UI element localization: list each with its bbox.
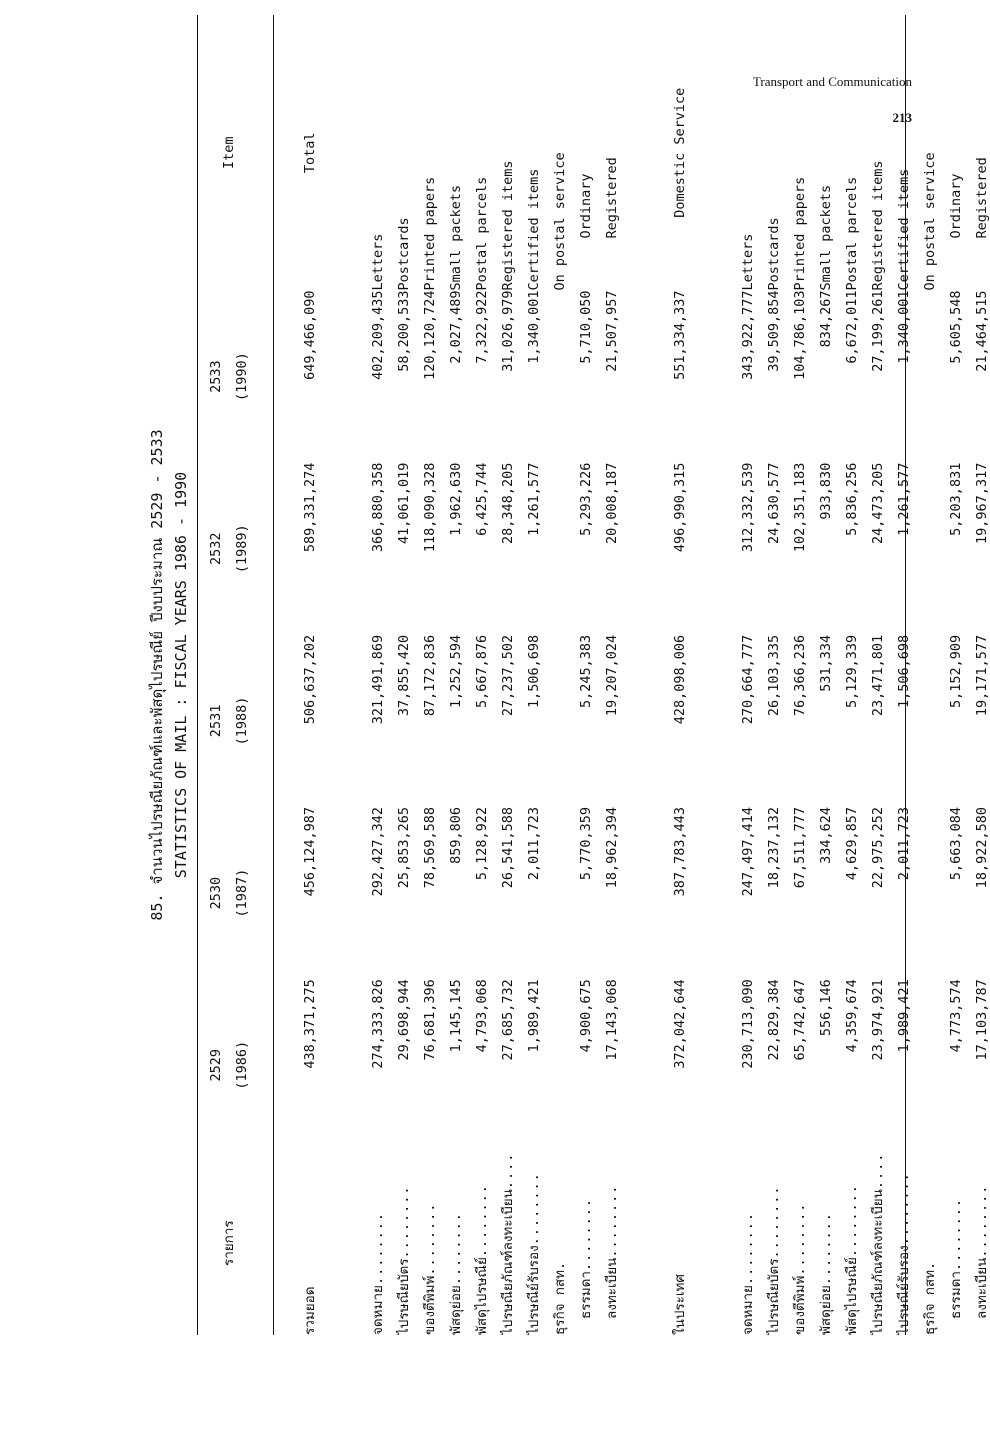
rotated-table-page (145, 15, 990, 1335)
table-cell: 438,371,275 (302, 979, 318, 1069)
item-english-header: Item (221, 136, 237, 170)
table-cell: 247,497,414 (740, 807, 756, 897)
item-thai-header: รายการ (221, 1220, 237, 1267)
table-cell: 18,962,394 (604, 807, 620, 889)
table-row (469, 15, 495, 1335)
table-cell: 387,783,443 (672, 807, 688, 897)
table-cell: 25,853,265 (396, 807, 412, 889)
table-cell: 23,471,801 (870, 634, 886, 717)
table-cell: 41,061,019 (396, 462, 412, 544)
table-cell: 17,103,787 (974, 979, 990, 1061)
table-cell: 4,359,674 (844, 979, 860, 1053)
table-row (417, 15, 443, 1335)
table-row (443, 15, 469, 1335)
row-label-thai: พัสดุไปรษณีย์ ........ (469, 1151, 495, 1335)
table-cell: 120,120,724 (422, 290, 438, 380)
row-label-thai: ของตีพิมพ์ ........ (417, 1151, 443, 1335)
table-cell: 104,786,103 (792, 290, 808, 380)
table-row (365, 15, 391, 1335)
table-cell: 2,011,723 (896, 807, 912, 881)
table-cell: 58,200,533 (396, 290, 412, 372)
table-row (943, 15, 969, 1335)
row-label-english: Registered (604, 157, 620, 239)
year-header: 2529 (1986) (208, 1040, 250, 1090)
year-header: 2531 (1988) (208, 696, 250, 746)
table-cell: 1,340,001 (896, 290, 912, 364)
table-cell: 5,605,548 (948, 290, 964, 364)
table-cell: 366,880,358 (370, 462, 386, 553)
table-cell: 270,664,777 (740, 634, 756, 725)
table-cell: 1,145,145 (448, 979, 464, 1053)
table-cell: 18,922,580 (974, 807, 990, 889)
table-row (813, 15, 839, 1335)
table-row (891, 15, 917, 1335)
table-cell: 65,742,647 (792, 979, 808, 1061)
row-label-thai: ธรรมดา ........ (943, 1151, 969, 1335)
row-label-english: Total (302, 132, 318, 174)
row-label-thai: รวมยอด (302, 1286, 318, 1335)
row-label-english: Registered (974, 157, 990, 239)
table-cell: 87,172,836 (422, 634, 438, 717)
row-label-thai: ในประเทศ (672, 1274, 688, 1335)
table-cell: 859,806 (448, 807, 464, 864)
table-row (969, 15, 990, 1335)
table-cell: 5,836,256 (844, 462, 860, 536)
table-cell: 19,207,024 (604, 634, 620, 717)
row-label-thai: จดหมาย ........ (365, 1151, 391, 1335)
table-cell: 27,237,502 (500, 634, 516, 717)
row-label-thai: ธุรกิจ กสท. (552, 1261, 568, 1335)
table-title (145, 15, 193, 1335)
table-cell: 5,128,922 (474, 807, 490, 881)
table-cell: 19,967,317 (974, 462, 990, 544)
table-cell: 1,261,577 (526, 462, 542, 536)
table-row (735, 15, 761, 1335)
row-label-english: Letters (740, 233, 756, 291)
table-cell: 5,663,084 (948, 807, 964, 881)
row-label-thai: ของตีพิมพ์ ........ (787, 1151, 813, 1335)
total-row (287, 15, 333, 1335)
table-cell: 496,990,315 (672, 462, 688, 553)
table-cell: 26,541,588 (500, 807, 516, 889)
table-row (573, 15, 599, 1335)
table-cell: 21,464,515 (974, 290, 990, 372)
table-cell: 67,511,777 (792, 807, 808, 889)
table-cell: 933,830 (818, 462, 834, 520)
table-cell: 24,473,205 (870, 462, 886, 544)
table-title-english: STATISTICS OF MAIL : FISCAL YEARS 1986 - 1990 (172, 471, 190, 879)
table-cell: 456,124,987 (302, 807, 318, 897)
row-label-english: Postal parcels (474, 176, 490, 291)
table-cell: 1,989,421 (896, 979, 912, 1053)
row-label-english: Small packets (818, 184, 834, 291)
table-cell: 22,829,384 (766, 979, 782, 1061)
table-cell: 556,146 (818, 979, 834, 1037)
row-label-thai: ลงทะเบียน ........ (969, 1151, 990, 1335)
table-row (761, 15, 787, 1335)
table-cell: 5,203,831 (948, 462, 964, 536)
table-cell: 76,366,236 (792, 634, 808, 717)
row-label-thai: ไปรษณียบัตร ........ (761, 1151, 787, 1335)
table-title-thai: 85. จำนวนไปรษณียภัณฑ์และพัสดุไปรษณีย์ ปีงบประมาณ 2529 - 2533 (148, 429, 166, 921)
table-row (599, 15, 625, 1335)
table-cell: 428,098,006 (672, 634, 688, 725)
table-cell: 29,698,944 (396, 979, 412, 1061)
row-label-thai: ลงทะเบียน ........ (599, 1151, 625, 1335)
row-label-english: Small packets (448, 184, 464, 291)
table-cell: 5,770,359 (578, 807, 594, 881)
table-cell: 27,199,261 (870, 290, 886, 372)
table-cell: 20,008,187 (604, 462, 620, 544)
top-rule (197, 15, 198, 1335)
table-cell: 4,773,574 (948, 979, 964, 1053)
table-cell: 589,331,274 (302, 462, 318, 553)
table-cell: 292,427,342 (370, 807, 386, 897)
table-row (917, 15, 943, 1335)
table-cell: 4,793,068 (474, 979, 490, 1053)
table-cell: 372,042,644 (672, 979, 688, 1069)
row-label-english: Registered items (500, 160, 516, 291)
running-header: Transport and Communication (752, 74, 912, 89)
row-label-english: Postcards (766, 217, 782, 291)
table-cell: 5,667,876 (474, 634, 490, 708)
table-cell: 22,975,252 (870, 807, 886, 889)
table-cell: 39,509,854 (766, 290, 782, 372)
row-label-thai: ไปรษณียภัณฑ์ลงทะเบียน ........ (495, 1151, 521, 1335)
table-cell: 321,491,869 (370, 634, 386, 725)
table-cell: 2,027,489 (448, 290, 464, 364)
table-cell: 649,466,090 (302, 290, 318, 380)
domestic-row (657, 15, 703, 1335)
table-cell: 102,351,183 (792, 462, 808, 553)
table-cell: 21,507,957 (604, 290, 620, 372)
row-label-thai: พัสดุย่อย ........ (813, 1151, 839, 1335)
table-cell: 19,171,577 (974, 634, 990, 717)
table-cell: 1,989,421 (526, 979, 542, 1053)
row-label-english: Postcards (396, 217, 412, 291)
table-cell: 118,090,328 (422, 462, 438, 553)
table-cell: 27,685,732 (500, 979, 516, 1061)
row-label-english: Domestic Service (672, 87, 688, 218)
table-cell: 506,637,202 (302, 634, 318, 725)
row-label-thai: ไปรษณีย์รับรอง ........ (521, 1151, 547, 1335)
table-cell: 1,962,630 (448, 462, 464, 536)
table-cell: 2,011,723 (526, 807, 542, 881)
table-cell: 31,026,979 (500, 290, 516, 372)
table-row (521, 15, 547, 1335)
table-cell: 76,681,396 (422, 979, 438, 1061)
year-header: 2533 (1990) (208, 352, 250, 401)
table-cell: 334,624 (818, 807, 834, 864)
table-cell: 5,710,050 (578, 290, 594, 364)
row-label-english: On postal service (922, 152, 938, 291)
table-cell: 5,129,339 (844, 634, 860, 708)
table-cell: 18,237,132 (766, 807, 782, 889)
table-cell: 24,630,577 (766, 462, 782, 544)
table-row (787, 15, 813, 1335)
table-cell: 7,322,922 (474, 290, 490, 364)
row-label-thai: พัสดุย่อย ........ (443, 1151, 469, 1335)
row-label-thai: ไปรษณียบัตร ........ (391, 1151, 417, 1335)
year-header: 2530 (1987) (208, 868, 250, 918)
table-cell: 6,425,744 (474, 462, 490, 536)
mail-statistics-table (203, 15, 990, 1335)
table-cell: 1,261,577 (896, 462, 912, 536)
table-cell: 834,267 (818, 290, 834, 348)
table-row (495, 15, 521, 1335)
table-cell: 28,348,205 (500, 462, 516, 544)
table-cell: 1,340,001 (526, 290, 542, 364)
row-label-english: Postal parcels (844, 176, 860, 291)
table-cell: 4,900,675 (578, 979, 594, 1053)
table-cell: 312,332,539 (740, 462, 756, 553)
table-cell: 1,506,698 (896, 634, 912, 708)
table-cell: 274,333,826 (370, 979, 386, 1069)
table-cell: 230,713,090 (740, 979, 756, 1069)
row-label-thai: ธุรกิจ กสท. (922, 1261, 938, 1335)
row-label-thai: ไปรษณียภัณฑ์ลงทะเบียน ........ (865, 1151, 891, 1335)
row-label-thai: จดหมาย ........ (735, 1151, 761, 1335)
table-cell: 5,293,226 (578, 462, 594, 536)
table-cell: 1,252,594 (448, 634, 464, 708)
table-cell: 6,672,011 (844, 290, 860, 364)
table-cell: 5,245,383 (578, 634, 594, 708)
table-cell: 402,209,435 (370, 290, 386, 380)
row-label-english: Ordinary (578, 173, 594, 239)
row-label-english: Certified items (896, 168, 912, 291)
table-header-row (203, 15, 255, 1335)
table-cell: 37,855,420 (396, 634, 412, 717)
row-label-english: On postal service (552, 152, 568, 291)
table-cell: 4,629,857 (844, 807, 860, 881)
year-header: 2532 (1989) (208, 524, 250, 574)
table-row (865, 15, 891, 1335)
table-cell: 1,506,698 (526, 634, 542, 708)
row-label-english: Ordinary (948, 173, 964, 239)
table-row (547, 15, 573, 1335)
table-row (391, 15, 417, 1335)
row-label-english: Certified items (526, 168, 542, 291)
row-label-thai: ไปรษณีย์รับรอง ........ (891, 1151, 917, 1335)
table-cell: 551,334,337 (672, 290, 688, 380)
row-label-thai: พัสดุไปรษณีย์ ........ (839, 1151, 865, 1335)
table-cell: 17,143,068 (604, 979, 620, 1061)
row-label-english: Printed papers (422, 176, 438, 291)
row-label-english: Registered items (870, 160, 886, 291)
row-label-english: Printed papers (792, 176, 808, 291)
page-number: 213 (892, 110, 912, 125)
table-cell: 531,334 (818, 634, 834, 692)
table-cell: 23,974,921 (870, 979, 886, 1061)
row-label-english: Letters (370, 233, 386, 291)
table-cell: 78,569,588 (422, 807, 438, 889)
table-cell: 343,922,777 (740, 290, 756, 380)
row-label-thai: ธรรมดา ........ (573, 1151, 599, 1335)
table-cell: 5,152,909 (948, 634, 964, 708)
table-row (839, 15, 865, 1335)
table-cell: 26,103,335 (766, 634, 782, 717)
